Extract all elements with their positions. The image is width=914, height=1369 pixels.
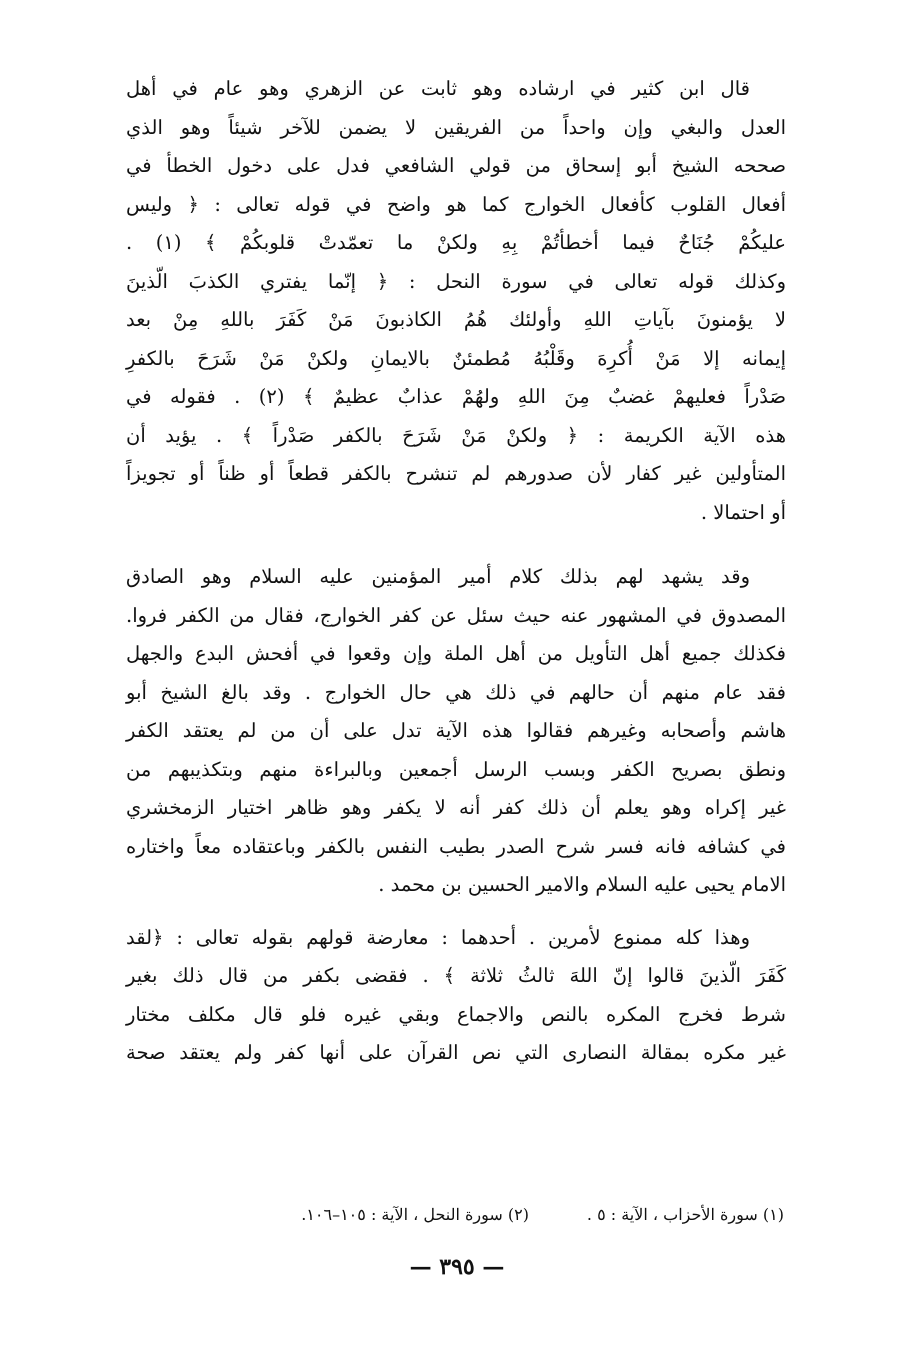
text-line: في كشافه فانه فسر شرح الصدر بطيب النفس بالكفر وباعتقاده معاً واختاره [126, 834, 786, 858]
text-line: وهذا كله ممنوع لأمرين . أحدهما : معارضة قولهم بقوله تعالى : ﴿لقد [126, 925, 750, 949]
text-line: أفعال القلوب كأفعال الخوارج كما هو واضح في قوله تعالى : ﴿ وليس [126, 192, 786, 216]
text-line: لا يؤمنونَ بآياتِ اللهِ وأولئك هُمُ الكاذبونَ مَنْ كَفَرَ باللهِ مِنْ بعد [126, 308, 786, 331]
text-line: إيمانه إلا مَنْ أُكرِهَ وقَلْبُهُ مُطمئنٌ بالايمانِ ولكنْ مَنْ شَرَحَ بالكفرِ [126, 346, 786, 370]
page-number: — ٣٩٥ — [409, 1254, 505, 1280]
text-line: أو احتمالا . [700, 500, 786, 524]
text-line: الامام يحيى عليه السلام والامير الحسين بن محمد . [378, 873, 786, 896]
paragraph-spacer [126, 532, 786, 558]
text-line: عليكُمْ جُنَاحٌ فيما أخطأتُمْ بِهِ ولكنْ ما تعمّدتْ قلوبكُمْ ﴾ (١) . [126, 231, 786, 254]
footnotes [134, 1200, 784, 1230]
text-line: صَدْراً فعليهمْ غضبٌ مِنَ اللهِ ولهُمْ عذابٌ عظيمٌ ﴾ (٢) . فقوله في [126, 385, 786, 408]
text-line: وكذلك قوله تعالى في سورة النحل : ﴿ إنّما يفتري الكذبَ الّذينَ [126, 269, 786, 293]
text-line: ونطق بصريح الكفر وبسب الرسل أجمعين وبالبراءة منهم وبتكذيبهم من [126, 757, 786, 781]
text-line: شرط فخرج المكره بالنص والاجماع وبقي غيره فلو قال مكلف مختار [126, 1002, 786, 1026]
footnote-1: (١) سورة الأحزاب ، الآية : ٥ . [586, 1205, 784, 1224]
text-line: المتأولين غير كفار لأن صدورهم لم تنشرح بالكفر قطعاً أو ظناً أو تجويزاً [126, 462, 786, 485]
page-body [126, 70, 786, 1073]
text-line: المصدوق في المشهور عنه حيث سئل عن كفر الخوارج، فقال من الكفر فروا. [126, 603, 786, 627]
paragraph-spacer [126, 905, 786, 919]
text-line: وقد يشهد لهم بذلك كلام أمير المؤمنين عليه السلام وهو الصادق [126, 565, 750, 588]
text-line: صححه الشيخ أبو إسحاق من قولي الشافعي فدل على دخول الخطأ في [126, 154, 786, 177]
text-line: قال ابن كثير في ارشاده وهو ثابت عن الزهري وهو عام في أهل [126, 77, 750, 100]
text-line: غير إكراه وهو يعلم أن ذلك كفر أنه لا يكفر وهو ظاهر اختيار الزمخشري [126, 796, 786, 819]
paragraph-3 [126, 919, 786, 1073]
text-line: هاشم وأصحابه وغيرهم فقالوا هذه الآية تدل على أن من لم يعتقد الكفر [126, 719, 786, 742]
paragraph-1 [126, 70, 786, 532]
footnote-2: (٢) سورة النحل ، الآية : ١٠٥–١٠٦. [301, 1205, 529, 1224]
text-line: فقد عام منهم أن حالهم في ذلك هي حال الخوارج . وقد بالغ الشيخ أبو [126, 680, 786, 704]
text-line: غير مكره بمقالة النصارى التي نص القرآن على أنها كفر ولم يعتقد صحة [126, 1041, 786, 1064]
text-line: كَفَرَ الّذينَ قالوا إنّ اللهَ ثالثُ ثلاثة ﴾ . فقضى بكفر من قال ذلك بغير [126, 964, 786, 987]
text-line: العدل والبغي وإن واحداً من الفريقين لا يضمن للآخر شيئاً وهو الذي [126, 115, 786, 139]
paragraph-2 [126, 558, 786, 905]
text-line: فكذلك جميع أهل التأويل من أهل الملة وإن وقعوا في أفحش البدع والجهل [126, 642, 786, 665]
text-line: هذه الآية الكريمة : ﴿ ولكنْ مَنْ شَرَحَ بالكفر صَدْراً ﴾ . يؤيد أن [126, 423, 786, 447]
